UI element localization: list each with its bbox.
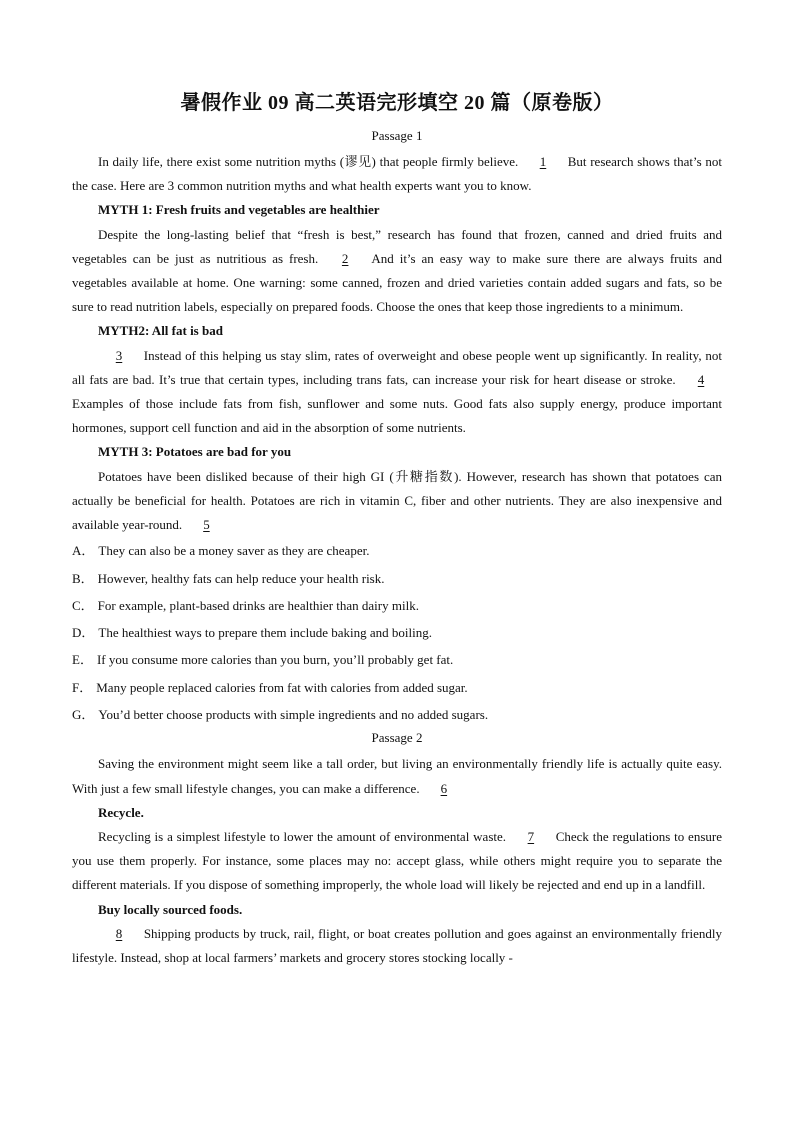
option-d xyxy=(72,619,722,646)
passage-2-intro xyxy=(72,752,722,800)
myth-2-paragraph xyxy=(72,344,722,441)
passage-1-intro-text-b: But research shows that’s not the case. Here are 3 common nutrition myths and what health experts want you to know. xyxy=(72,154,722,194)
option-text: For example, plant-based drinks are healthier than dairy milk. xyxy=(97,597,419,613)
myth-1-text-b: And it’s an easy way to make sure there are always fruits and vegetables available at home. One warning: some canned, frozen and dried varieties contain added sugars and fats, so be sure to read nutrition labels, especially on prepared foods. Choose the ones that keep those ingredients to a minimum. xyxy=(72,250,722,315)
passage-2-heading: Passage 2 xyxy=(371,730,423,746)
myth-1-text-a: Despite the long-lasting belief that “fresh is best,” research has found that frozen, canned and dried fruits and vegetables can be just as nutritious as fresh. xyxy=(72,226,722,266)
option-letter: C． xyxy=(72,597,94,613)
option-c xyxy=(72,592,722,619)
myth-1-heading: MYTH 1: Fresh fruits and vegetables are healthier xyxy=(98,202,380,218)
blank-2: 2 xyxy=(341,250,349,266)
option-b xyxy=(72,565,722,592)
option-letter: G． xyxy=(72,707,95,723)
passage-1-intro-text-a: In daily life, there exist some nutrition myths (谬见) that people firmly believe. xyxy=(98,154,522,169)
passage-2-intro-text: Saving the environment might seem like a tall order, but living an environmentally friendly life is actually quite easy. With just a few small lifestyle changes, you can make a difference. xyxy=(72,756,722,796)
blank-8: 8 xyxy=(115,925,123,941)
local-foods-paragraph xyxy=(72,922,722,970)
option-text: If you consume more calories than you burn, you’ll probably get fat. xyxy=(96,652,454,668)
option-text: They can also be a money saver as they are cheaper. xyxy=(98,543,370,559)
option-f xyxy=(72,674,722,701)
recycle-text-b: Check the regulations to ensure you use them properly. For instance, some places may no: accept glass, while others might require you to separate the different materials. If you dispose of something improperly, the whole load will likely be rejected and end up in a landfill. xyxy=(72,828,722,893)
passage-1-intro xyxy=(72,150,722,198)
option-letter: D． xyxy=(72,625,95,641)
page-title: 暑假作业 09 高二英语完形填空 20 篇（原卷版） xyxy=(180,92,614,114)
local-foods-heading: Buy locally sourced foods. xyxy=(98,901,243,917)
option-letter: A． xyxy=(72,543,95,559)
passage-1-heading: Passage 1 xyxy=(371,128,423,143)
option-g xyxy=(72,701,722,728)
option-letter: E． xyxy=(72,652,93,668)
blank-6: 6 xyxy=(440,780,448,796)
myth-2-text-a: Instead of this helping us stay slim, rates of overweight and obese people went up significantly. In reality, not all fats are bad. It’s true that certain types, including trans fats, can increase your risk for heart disease or stroke. xyxy=(72,347,722,387)
option-a xyxy=(72,537,722,564)
option-letter: F． xyxy=(72,679,93,695)
blank-1: 1 xyxy=(539,154,547,169)
myth-3-heading: MYTH 3: Potatoes are bad for you xyxy=(98,444,292,460)
recycle-paragraph xyxy=(72,825,722,898)
option-letter: B． xyxy=(72,570,94,586)
option-text: The healthiest ways to prepare them include baking and boiling. xyxy=(98,625,432,641)
myth-2-text-b: Examples of those include fats from fish, sunflower and some nuts. Good fats also supply energy, produce important hormones, support cell function and aid in the absorption of some nutrients. xyxy=(72,396,722,436)
document-page xyxy=(72,88,722,970)
option-text: You’d better choose products with simple ingredients and no added sugars. xyxy=(98,707,489,723)
myth-1-paragraph xyxy=(72,223,722,320)
options-list xyxy=(72,537,722,728)
recycle-heading: Recycle. xyxy=(98,804,144,820)
blank-3: 3 xyxy=(115,347,123,363)
myth-3-text-a: Potatoes have been disliked because of their high GI (升糖指数). However, research has shown that potatoes can actually be beneficial for health. Potatoes are rich in vitamin C, fiber and other nutrients. They are also inexpensive and available year-round. xyxy=(72,468,722,533)
blank-5: 5 xyxy=(203,517,210,533)
myth-3-paragraph xyxy=(72,465,722,538)
option-text: However, healthy fats can help reduce your health risk. xyxy=(97,570,385,586)
recycle-text-a: Recycling is a simplest lifestyle to lower the amount of environmental waste. xyxy=(98,828,510,844)
local-foods-text: Shipping products by truck, rail, flight, or boat creates pollution and goes against an environmentally friendly lifestyle. Instead, shop at local farmers’ markets and grocery stores stocking locally - xyxy=(72,925,722,965)
option-e xyxy=(72,646,722,673)
option-text: Many people replaced calories from fat with calories from added sugar. xyxy=(96,679,468,695)
myth-2-heading: MYTH2: All fat is bad xyxy=(98,323,223,339)
blank-7: 7 xyxy=(527,828,535,844)
blank-4: 4 xyxy=(697,371,705,387)
